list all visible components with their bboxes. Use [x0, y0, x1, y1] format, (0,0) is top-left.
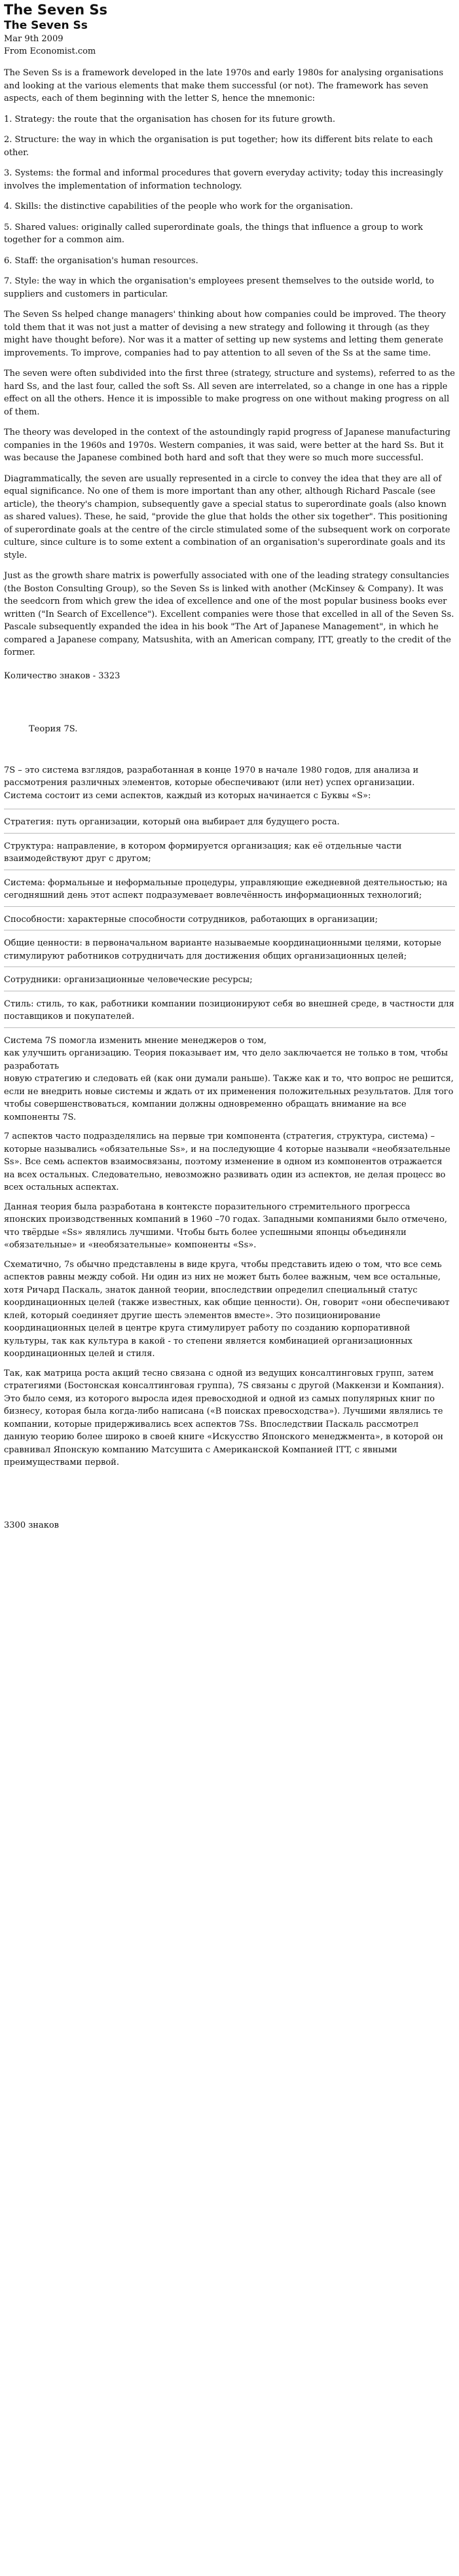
ru-paragraph: Система: формальные и неформальные процедуры, управляющие ежедневной деятельностью; на сегодняшний день этот аспект подразумевает вовлечённость информационных технологий; — [4, 877, 448, 900]
ru-paragraph: Стиль: стиль, то как, работники компании позиционируют себя во внешней среде, в частности для поставщиков и покупателей. — [4, 999, 454, 1021]
ru-paragraph: Структура: направление, в котором формируется организация; как её отдельные части взаимодействуют друг с другом; — [4, 841, 402, 864]
en-paragraph: 6. Staff: the organisation's human resources. — [4, 255, 198, 266]
en-paragraph: The theory was developed in the context of the astoundingly rapid progress of Japanese manufacturing companies in the 1960s and 1970s. Western companies, it was said, were better at the hard Ss. But it was because the Japanese combined both hard and soft that they were so much more successful. — [4, 428, 450, 463]
ru-paragraph: Данная теория была разработана в контексте поразительного стремительного прогресса японских производственных компаний в 1960 –70 годах. Западными компаниями было отмечено, что твёрдые «Ss» являлись лучшими. Чтобы быть более успешными японцы объединяли «обязательные» и «необязательные» компоненты «Ss». — [4, 1202, 447, 1250]
article-source: From Economist.com — [4, 46, 96, 56]
en-paragraph: 1. Strategy: the route that the organisation has chosen for its future growth. — [4, 114, 336, 124]
ru-paragraph: Система 7S помогла изменить мнение менеджеров о том, как улучшить организацию. Теория показывает им, что дело заключается не только в том, чтобы разработать новую стратегию и следовать ей (как они думали раньше). Также как и то, что вопрос не решится, если не внедрить новые системы и ждать от их применения положительных результатов. Для того чтобы совершенствоваться, компании должны одновременно обращать внимание на все компоненты 7S. — [4, 1035, 454, 1122]
document-title: The Seven Ss — [4, 2, 108, 18]
ru-paragraph: Сотрудники: организационные человеческие ресурсы; — [4, 975, 253, 985]
divider — [4, 833, 455, 834]
en-paragraph: 5. Shared values: originally called superordinate goals, the things that influence a group to work together for a common aim. — [4, 222, 423, 245]
en-paragraph: 3. Systems: the formal and informal procedures that govern everyday activity; today this increasingly involves the implementation of information technology. — [4, 168, 443, 191]
en-paragraph: Diagrammatically, the seven are usually represented in a circle to convey the idea that they are all of equal significance. No one of them is more important than any other, although Richard Pascale (see article), the theory's champion, subsequently gave a special status to superordinate goals (also known as shared values). These, he said, "provide the glue that holds the other six together". This positioning of superordinate goals at the centre of the circle stimulated some of the subsequent work on corporate culture, since culture is to some extent a combination of an organisation's superordinate goals and its style. — [4, 473, 450, 561]
en-paragraph: 7. Style: the way in which the organisation's employees present themselves to the outside world, to suppliers and customers in particular. — [4, 276, 434, 299]
english-article-body — [4, 67, 455, 659]
en-paragraph: Just as the growth share matrix is powerfully associated with one of the leading strategy consultancies (the Boston Consulting Group), so the Seven Ss is linked with another (McKinsey & Company). It was the seedcorn from which grew the idea of excellence and one of the most popular business books ever written ("In Search of Excellence"). Excellent companies were those that excelled in all of the Seven Ss. Pascale subsequently expanded the idea in his book "The Art of Japanese Management", in which he compared a Japanese company, Matsushita, with an American company, ITT, greatly to the credit of the former. — [4, 571, 454, 657]
en-paragraph: The Seven Ss helped change managers' thinking about how companies could be improved. The theory told them that it was not just a matter of devising a new strategy and following it through (as they might have thought before). Nor was it a matter of setting up new systems and letting them generate improvements. To improve, companies had to pay attention to all seven of the Ss at the same time. — [4, 310, 447, 358]
ru-paragraph: Способности: характерные способности сотрудников, работающих в организации; — [4, 914, 378, 925]
ru-paragraph: Схематично, 7s обычно представлены в виде круга, чтобы представить идею о том, что все семь аспектов равны между собой. Ни один из них не может быть более важным, чем все остальные, хотя Ричард Паскаль, знаток данной теории, впоследствии определил специальный статус координационных целей (также известных, как общие ценности). Он, говорит «они обеспечивают клей, который соединяет другие шесть элементов вместе». Это позиционирование координационных целей в центре круга стимулирует работу по созданию корпоративной культуры, так как культура в какой - то степени является комбинацией организационных координационных целей и стиля. — [4, 1259, 450, 1359]
divider — [4, 906, 455, 907]
en-paragraph: The seven were often subdivided into the first three (strategy, structure and systems), referred to as the hard Ss, and the last four, called the soft Ss. All seven are interrelated, so a change in one has a ripple effect on all the others. Hence it is impossible to make progress on one without making progress on all of them. — [4, 369, 455, 417]
en-paragraph: 4. Skills: the distinctive capabilities of the people who work for the organisation. — [4, 202, 354, 212]
final-char-count: 3300 знаков — [4, 1520, 59, 1530]
ru-paragraph: 7S – это система взглядов, разработанная в конце 1970 в начале 1980 годов, для анализа и рассмотрения различных элементов, которые обеспечивают (или нет) успех организации. Система состоит из семи аспектов, каждый из которых начинается с Буквы «S»: — [4, 765, 419, 801]
russian-translation-body — [4, 764, 455, 1469]
ru-paragraph: Общие ценности: в первоначальном варианте называемые координационными целями, которые стимулируют работников сотрудничать для достижения общих организационных целей; — [4, 938, 441, 961]
char-count-label: Количество знаков - 3323 — [4, 671, 120, 681]
article-date: Mar 9th 2009 — [4, 34, 64, 44]
ru-paragraph: Стратегия: путь организации, который она выбирает для будущего роста. — [4, 817, 340, 827]
ru-paragraph: 7 аспектов часто подразделялись на первые три компонента (стратегия, структура, система) – которые назывались «обязательные Ss», и на последующие 4 которые называли «необязательные Ss». Все семь аспектов взаимосвязаны, поэтому изменение в одном из компонентов отражается на всех остальных. Следовательно, невозможно развивать один из аспектов, не делая процесс во всех остальных аспектах. — [4, 1132, 450, 1192]
russian-title: Теория 7S. — [29, 724, 78, 734]
article-title: The Seven Ss — [4, 19, 88, 32]
en-paragraph: The Seven Ss is a framework developed in the late 1970s and early 1980s for analysing organisations and looking at the various elements that make them successful (or not). The framework has seven aspects, each of them beginning with the letter S, hence the mnemonic: — [4, 68, 444, 103]
ru-paragraph: Так, как матрица роста акций тесно связана с одной из ведущих консалтинговых групп, затем стратегиями (Бостонская консалтинговая группа), 7S связаны с другой (Маккензи и Компания). Это было семя, из которого выросла идея превосходной и одной из самых популярных книг по бизнесу, которая была когда-либо написана («В поисках превосходства»). Лучшими являлись те компании, которые придерживались всех аспектов 7Ss. Впоследствии Паскаль рассмотрел данную теорию более широко в своей книге «Искусство Японского менеджмента», в которой он сравнивал Японскую компанию Матсушита с Американской Компанией ITT, с явными преимуществами первой. — [4, 1368, 445, 1467]
divider — [4, 1027, 455, 1028]
divider — [4, 966, 455, 967]
en-paragraph: 2. Structure: the way in which the organisation is put together; how its different bits relate to each other. — [4, 135, 433, 158]
